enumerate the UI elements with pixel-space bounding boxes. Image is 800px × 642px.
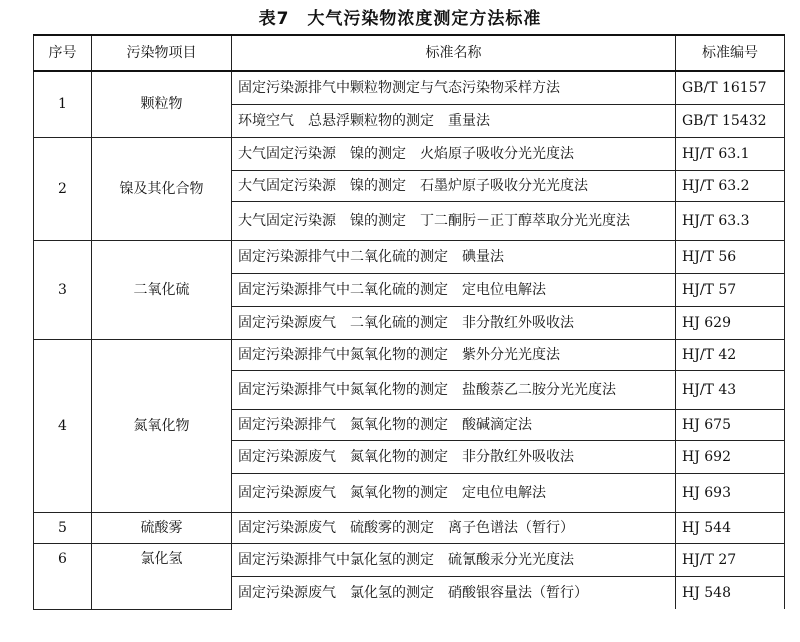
- standard-name: 固定污染源排气中氮氧化物的测定 紫外分光光度法: [232, 340, 676, 371]
- table-row: [34, 241, 785, 274]
- standard-code: HJ 675: [676, 410, 785, 441]
- standard-code: HJ 692: [676, 441, 785, 474]
- header-standard-code: 标准编号: [676, 35, 785, 71]
- standard-code: HJ/T 56: [676, 241, 785, 274]
- pollutant-name: 硫酸雾: [92, 513, 232, 544]
- standard-name: 固定污染源废气 氮氧化物的测定 定电位电解法: [232, 474, 676, 513]
- standard-name: 固定污染源排气中颗粒物测定与气态污染物采样方法: [232, 71, 676, 105]
- standard-code: GB/T 16157: [676, 71, 785, 105]
- standard-name: 环境空气 总悬浮颗粒物的测定 重量法: [232, 105, 676, 138]
- pollutant-name: 二氧化硫: [92, 241, 232, 340]
- standard-code: HJ 629: [676, 307, 785, 340]
- standard-name: 固定污染源废气 二氧化硫的测定 非分散红外吸收法: [232, 307, 676, 340]
- standard-code: HJ/T 63.2: [676, 171, 785, 202]
- table-row: [34, 544, 785, 577]
- serial-number: 2: [34, 138, 92, 241]
- serial-number: 6: [34, 544, 92, 610]
- standard-name: 固定污染源排气 氮氧化物的测定 酸碱滴定法: [232, 410, 676, 441]
- serial-number: 1: [34, 71, 92, 138]
- header-no: 序号: [34, 35, 92, 71]
- standard-code: HJ/T 57: [676, 274, 785, 307]
- standard-name: 大气固定污染源 镍的测定 石墨炉原子吸收分光光度法: [232, 171, 676, 202]
- standard-code: HJ 544: [676, 513, 785, 544]
- standard-name: 固定污染源废气 氮氧化物的测定 非分散红外吸收法: [232, 441, 676, 474]
- serial-number: 3: [34, 241, 92, 340]
- standard-name: 固定污染源排气中氮氧化物的测定 盐酸萘乙二胺分光光度法: [232, 371, 676, 410]
- standard-code: HJ/T 43: [676, 371, 785, 410]
- standard-name: 大气固定污染源 镍的测定 火焰原子吸收分光光度法: [232, 138, 676, 171]
- standard-name: 大气固定污染源 镍的测定 丁二酮肟－正丁醇萃取分光光度法: [232, 202, 676, 241]
- standard-code: HJ/T 27: [676, 544, 785, 577]
- standards-table: [33, 34, 785, 610]
- standard-code: HJ 548: [676, 577, 785, 610]
- standard-code: HJ/T 63.3: [676, 202, 785, 241]
- table-header: [34, 35, 785, 71]
- table-caption: 表7 大气污染物浓度测定方法标准: [258, 9, 542, 29]
- standard-name: 固定污染源排气中二氧化硫的测定 定电位电解法: [232, 274, 676, 307]
- pollutant-name: 颗粒物: [92, 71, 232, 138]
- pollutant-name: 氮氧化物: [92, 340, 232, 513]
- table-row: [34, 513, 785, 544]
- standard-name: 固定污染源废气 硫酸雾的测定 离子色谱法（暂行）: [232, 513, 676, 544]
- serial-number: 4: [34, 340, 92, 513]
- pollutant-name: 氯化氢: [92, 544, 232, 610]
- standard-code: HJ/T 63.1: [676, 138, 785, 171]
- serial-number: 5: [34, 513, 92, 544]
- table-row: [34, 71, 785, 105]
- table-body: [34, 71, 785, 609]
- standard-code: GB/T 15432: [676, 105, 785, 138]
- table-row: [34, 138, 785, 171]
- standard-name: 固定污染源排气中二氧化硫的测定 碘量法: [232, 241, 676, 274]
- standard-name: 固定污染源排气中氯化氢的测定 硫氰酸汞分光光度法: [232, 544, 676, 577]
- header-standard-name: 标准名称: [232, 35, 676, 71]
- standard-name: 固定污染源废气 氯化氢的测定 硝酸银容量法（暂行）: [232, 577, 676, 610]
- pollutant-name: 镍及其化合物: [92, 138, 232, 241]
- standard-code: HJ 693: [676, 474, 785, 513]
- table-row: [34, 340, 785, 371]
- header-pollutant: 污染物项目: [92, 35, 232, 71]
- standard-code: HJ/T 42: [676, 340, 785, 371]
